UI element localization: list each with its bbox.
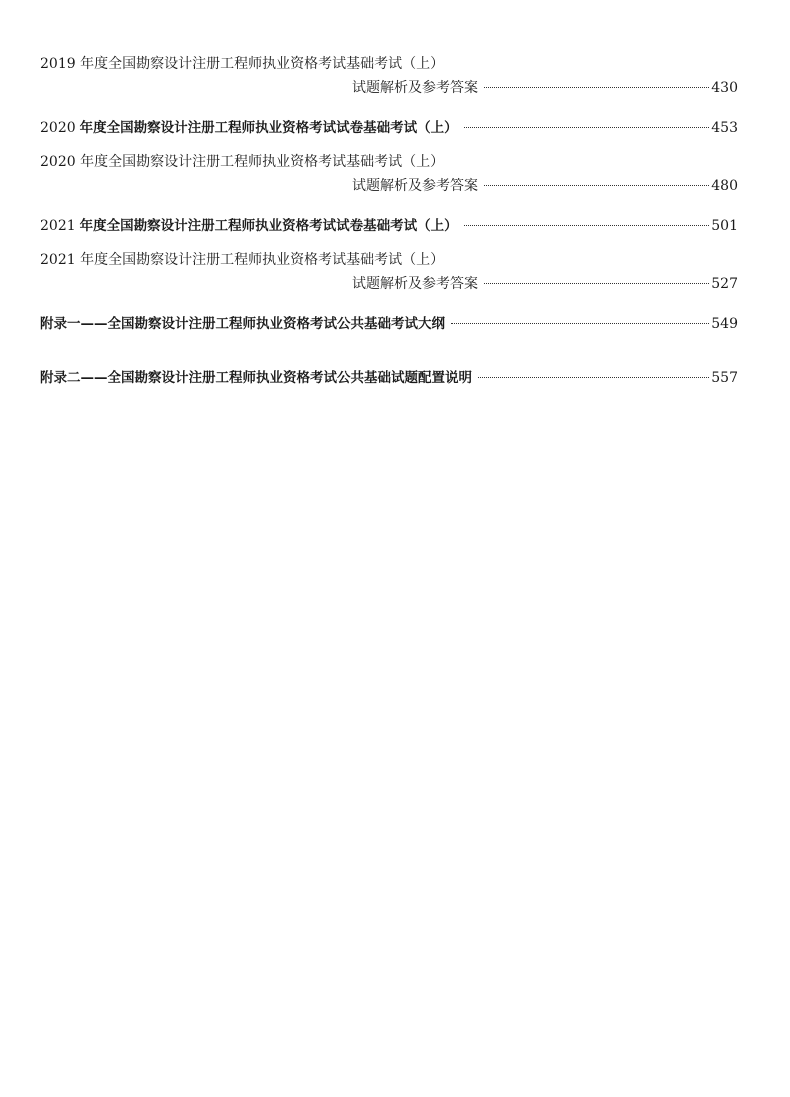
toc-page-number: 430: [711, 80, 738, 96]
toc-entry-2021-solutions[interactable]: [40, 248, 738, 296]
toc-entry-subtitle: 试题解析及参考答案: [352, 276, 478, 292]
toc-entry-year: 2020: [40, 120, 76, 136]
dot-leader: [484, 283, 709, 284]
toc-entry-title: 2020 年度全国勘察设计注册工程师执业资格考试基础考试（上）: [40, 154, 445, 170]
dot-leader: [464, 225, 710, 226]
dot-leader: [484, 185, 709, 186]
toc-entry-subtitle: 试题解析及参考答案: [352, 80, 478, 96]
toc-entry-title: 年度全国勘察设计注册工程师执业资格考试试卷基础考试（上）: [79, 218, 458, 234]
toc-entry-2020-solutions[interactable]: [40, 150, 738, 198]
table-of-contents: [40, 52, 738, 390]
dot-leader: [451, 323, 709, 324]
dot-leader: [478, 377, 709, 378]
toc-page-number: 501: [711, 218, 738, 234]
toc-entry-title: 附录二——全国勘察设计注册工程师执业资格考试公共基础试题配置说明: [40, 370, 472, 386]
toc-entry-title: 年度全国勘察设计注册工程师执业资格考试试卷基础考试（上）: [79, 120, 458, 136]
toc-entry-2020-exam[interactable]: [40, 116, 738, 140]
toc-page-number: 527: [711, 276, 738, 292]
toc-entry-title: 2021 年度全国勘察设计注册工程师执业资格考试基础考试（上）: [40, 252, 445, 268]
toc-entry-subtitle: 试题解析及参考答案: [352, 178, 478, 194]
toc-entry-appendix-1[interactable]: [40, 312, 738, 336]
toc-entry-appendix-2[interactable]: [40, 366, 738, 390]
toc-entry-title: 附录一——全国勘察设计注册工程师执业资格考试公共基础考试大纲: [40, 316, 445, 332]
toc-page-number: 480: [711, 178, 738, 194]
toc-entry-2021-exam[interactable]: [40, 214, 738, 238]
toc-entry-2019-solutions[interactable]: [40, 52, 738, 100]
dot-leader: [484, 87, 709, 88]
toc-entry-year: 2021: [40, 218, 76, 234]
toc-entry-title: 2019 年度全国勘察设计注册工程师执业资格考试基础考试（上）: [40, 56, 445, 72]
toc-page-number: 549: [711, 316, 738, 332]
toc-page-number: 453: [711, 120, 738, 136]
dot-leader: [464, 127, 710, 128]
toc-page-number: 557: [711, 370, 738, 386]
